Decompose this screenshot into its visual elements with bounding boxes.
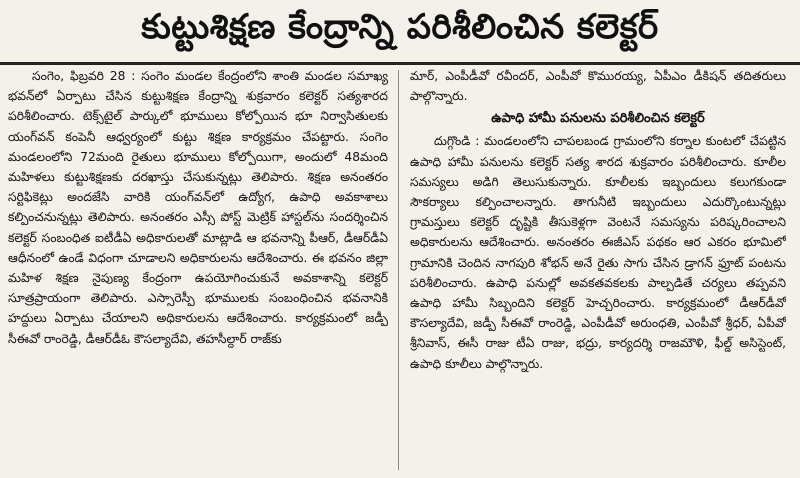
headline: కుట్టుశిక్షణ కేంద్రాన్ని పరిశీలించిన కలెక్టర్ xyxy=(141,7,659,47)
right-column xyxy=(410,66,786,471)
right-column-body: దుగ్గొండి : మండలంలోని చాపలబండ గ్రామంలోని కర్నాల కుంటలో చేపట్టిన ఉపాధి హామీ పనులను కలెక్టర్ సత్య శారద శుక్రవారం పరిశీలించారు. కూలీల సమస్యలు అడిగి తెలుసుకున్నారు. కూలీలకు ఇబ్బందులు కలుగకుండా సౌకర్యాలు కల్పించాలన్నారు. తాగునీటి ఇబ్బందులు ఎదుర్కొంటున్నట్లు గ్రామస్తులు కలెక్టర్ దృష్టికి తీసుకెళ్లగా వెంటనే సమస్యను పరిష్కరించాలని అధికారులను ఆదేశించారు. అనంతరం ఈజీఎస్ పథకం ఆర ఎకరం భూమిలో గ్రామానికి చెందిన నాగపురి శోభన్ అనే రైతు సాగు చేసిన డ్రాగన్ ఫ్రూట్ పంటను పరిశీలించారు. ఉపాధి పనుల్లో అవకతవకలకు పాల్పడితే చర్యలు తప్పవని ఉపాధి హామీ సిబ్బందిని కలెక్టర్ హెచ్చరించారు. కార్యక్రమంలో డీఆర్‌డీవో కౌసల్యాదేవి, జడ్పీ సీఈవో రాంరెడ్డి, ఎంపీడీవో అరుంధతి, ఎంపీవో శ్రీధర్, ఏపీవో శ్రీనివాస్, ఈసీ రాజు టీఏ రాజు, భద్రు, కార్యదర్శి రాజమౌళి, ఫీల్డ్ అసిస్టెంట్, ఉపాధి కూలీలు పాల్గొన్నారు. xyxy=(410,134,786,371)
column-divider xyxy=(398,70,399,470)
headline-rule xyxy=(0,62,800,65)
left-column-body: సంగెం, ఫిబ్రవరి 28 : సంగెం మండల కేంద్రంలోని శాంతి మండల సమాఖ్య భవన్‌లో ఏర్పాటు చేసిన కుట్టుశిక్షణ కేంద్రాన్ని శుక్రవారం కలెక్టర్ సత్యశారద పరిశీలించారు. టెక్స్‌టైల్ పార్కులో భూములు కోల్పోయిన భూ నిర్వాసితులకు యంగ్‌వన్ కంపెనీ ఆధ్వర్యంలో కుట్టు శిక్షణ కార్యక్రమం చేపట్టారు. సంగెం మండలంలోని 72మంది రైతులు భూములు కోల్పోయిగా, అందులో 48మంది మహిళలు కుట్టుశిక్షణకు దరఖాస్తు చేసుకున్నట్లు తెలిపారు. శిక్షణ అనంతరం సర్టిఫికెట్లు అందజేసి వారికి యంగ్‌వన్‌లో ఉద్యోగ, ఉపాధి అవకాశాలు కల్పించనున్నట్లు తెలిపారు. అనంతరం ఎస్సీ పోస్ట్ మెట్రిక్ హాస్టల్‌ను సందర్శించిన కలెక్టర్ సంబంధిత ఐటీడీఏ అధికారులతో మాట్లాడి ఆ భవనాన్ని పీఆర్, డీఆర్‌డీఏ ఆధీనంలో ఉండే విధంగా చూడాలని అధికారులను ఆదేశించారు. ఈ భవనం జిల్లా మహిళ శిక్షణ నైపుణ్య కేంద్రంగా ఉపయోగించుకునే అవకాశాన్ని కలెక్టర్ సూత్రప్రాయంగా తెలిపారు. ఎస్సారెస్పీ భూములకు సంబంధించిన భవనానికి హద్దులు ఏర్పాటు చేయాలని అధికారులను ఆదేశించారు. కార్యక్రమంలో జడ్పీ సీఈవో రాంరెడ్డి, డీఆర్‌డీఓ కౌసల్యాదేవి, తహసీల్దార్ రాజ్‌కు xyxy=(8,69,388,346)
left-column xyxy=(8,66,388,471)
sub-headline: ఉపాధి హామీ పనులను పరిశీలించిన కలెక్టర్ xyxy=(491,111,705,127)
right-column-continuation: మార్, ఎంపీడీవో రవీందర్, ఎంపీవో కొమురయ్య, ఏపీఎం డీకిషన్ తదితరులు పాల్గొన్నారు. xyxy=(410,69,786,104)
